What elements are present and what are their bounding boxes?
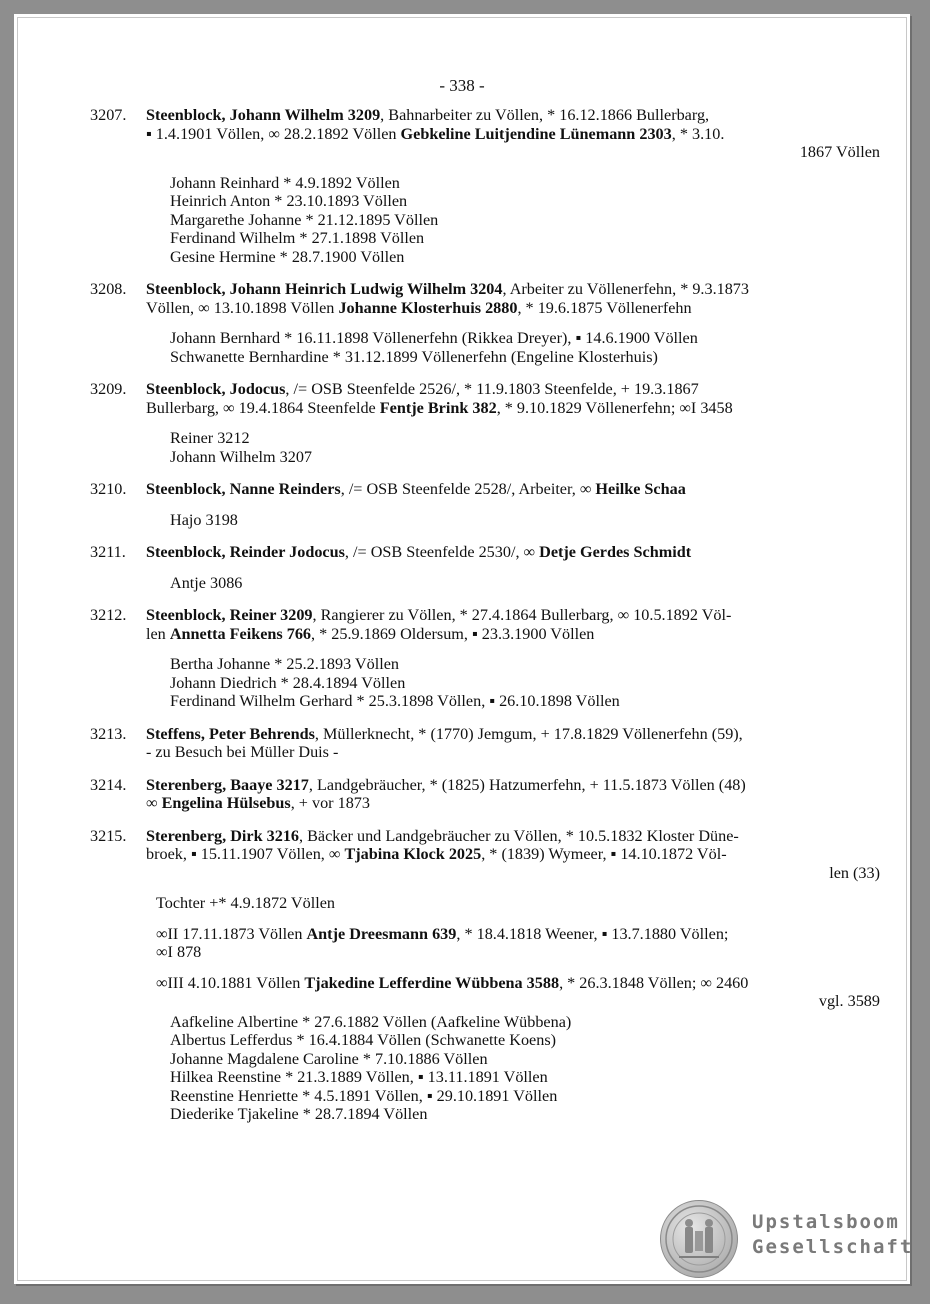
paragraph-line (156, 894, 880, 913)
entry-head (90, 380, 880, 417)
entry-body (146, 280, 880, 317)
person-name: Steenblock, Jodocus (146, 380, 286, 398)
child-entry: Gesine Hermine * 28.7.1900 Völlen (170, 247, 405, 266)
entry-text: , * 3.10. (671, 124, 725, 143)
entry-line (146, 725, 880, 744)
entry-line-continuation: 1867 Völlen (799, 143, 880, 161)
entry-number: 3211. (90, 543, 126, 561)
register-entry (90, 480, 880, 529)
entry-text: ∞I 878 (156, 943, 202, 961)
person-name: Tjabina Klock 2025 (344, 845, 482, 863)
register-entry (90, 827, 880, 1124)
entry-line (146, 399, 880, 418)
entry-text: , * 26.3.1848 Völlen; ∞ 2460 (559, 973, 749, 992)
child-entry: Reenstine Henriette * 4.5.1891 Völlen, ▪ 29.10.1891 Völlen (170, 1086, 558, 1105)
entry-line (146, 845, 880, 864)
person-name: Steenblock, Nanne Reinders (146, 480, 341, 498)
entry-body (146, 827, 880, 883)
marriage-paragraph (156, 925, 880, 962)
person-name: Antje Dreesmann 639 (306, 924, 457, 943)
entry-text: len (146, 624, 170, 643)
entry-line (146, 280, 880, 299)
entry-text: ▪ 1.4.1901 Völlen, ∞ 28.2.1892 Völlen (146, 124, 401, 143)
register-entry (90, 280, 880, 366)
entry-text: , Bäcker und Landgebräucher zu Völlen, * 10.5.1832 Kloster Düne- (299, 826, 739, 845)
entry-text: , * 19.6.1875 Völlenerfehn (517, 298, 692, 317)
upstalsboom-logo (660, 1200, 914, 1280)
child-entry: Albertus Lefferdus * 16.4.1884 Völlen (Schwanette Koens) (170, 1031, 557, 1049)
register-entry (90, 380, 880, 466)
child-entry: Ferdinand Wilhelm Gerhard * 25.3.1898 Völlen, ▪ 26.10.1898 Völlen (170, 692, 620, 710)
entry-text: ∞III 4.10.1881 Völlen (156, 973, 305, 992)
entry-text: , /= OSB Steenfelde 2526/, * 11.9.1803 Steenfelde, + 19.3.1867 (285, 380, 699, 398)
seal-icon (660, 1200, 738, 1278)
register-entry (90, 106, 880, 266)
entry-body (146, 606, 880, 643)
child-entry: Reiner 3212 (170, 429, 250, 447)
person-name: Steenblock, Johann Heinrich Ludwig Wilhelm 3204 (146, 280, 503, 298)
entry-body (146, 776, 880, 813)
entry-head (90, 106, 880, 162)
entry-line (146, 827, 880, 846)
entry-text: - zu Besuch bei Müller Duis - (146, 743, 339, 761)
register-entry (90, 606, 880, 711)
entry-text: , Rangierer zu Völlen, * 27.4.1864 Bullerbarg, ∞ 10.5.1892 Völ- (312, 606, 732, 624)
person-name: Gebkeline Luitjendine Lünemann 2303 (400, 124, 672, 143)
paragraph-line (156, 974, 880, 993)
child-entry: Bertha Johanne * 25.2.1893 Völlen (170, 655, 399, 673)
child-entry: Heinrich Anton * 23.10.1893 Völlen (170, 192, 408, 210)
children-list (170, 655, 880, 711)
child-entry: Johann Reinhard * 4.9.1892 Völlen (170, 173, 400, 192)
child-entry: Johanne Magdalene Caroline * 7.10.1886 Völlen (170, 1049, 488, 1068)
register-entry (90, 725, 880, 762)
person-name: Steffens, Peter Behrends (146, 724, 315, 743)
children-list (170, 574, 880, 593)
entry-body (146, 106, 880, 162)
register-entry (90, 776, 880, 813)
entry-head (90, 776, 880, 813)
entry-number: 3213. (90, 724, 127, 743)
child-entry: Margarethe Johanne * 21.12.1895 Völlen (170, 210, 439, 229)
page-number: - 338 - (439, 76, 485, 95)
entry-text: , /= OSB Steenfelde 2530/, ∞ (344, 543, 540, 561)
entry-line-continuation: len (33) (829, 863, 880, 882)
entry-number: 3215. (90, 826, 127, 845)
entry-text: broek, ▪ 15.11.1907 Völlen, ∞ (146, 845, 345, 863)
logo-text (752, 1210, 913, 1260)
entry-head (90, 543, 880, 562)
entry-text: , * 25.9.1869 Oldersum, ▪ 23.3.1900 Völlen (311, 624, 595, 643)
person-name: Fentje Brink 382 (379, 398, 497, 417)
entry-line (146, 299, 880, 318)
person-name: Detje Gerdes Schmidt (539, 543, 692, 561)
entry-text: , Bahnarbeiter zu Völlen, * 16.12.1866 Bullerbarg, (380, 106, 710, 124)
person-name: Annetta Feikens 766 (169, 624, 312, 643)
children-list (170, 429, 880, 466)
entry-head (90, 725, 880, 762)
entry-head (90, 480, 880, 499)
entry-number: 3207. (90, 106, 127, 124)
child-entry: Antje 3086 (170, 573, 243, 592)
person-name: Sterenberg, Baaye 3217 (146, 775, 309, 794)
entry-body (146, 543, 880, 562)
paragraph-reference: vgl. 3589 (818, 992, 880, 1010)
entry-line (146, 625, 880, 644)
person-name: Steenblock, Johann Wilhelm 3209 (146, 106, 381, 124)
child-entry: Hilkea Reenstine * 21.3.1889 Völlen, ▪ 13.11.1891 Völlen (170, 1068, 548, 1086)
entry-text: Tochter +* 4.9.1872 Völlen (156, 894, 335, 912)
register-content (90, 106, 880, 1138)
entry-head (90, 280, 880, 317)
marriage-paragraph (156, 894, 880, 913)
entry-number: 3210. (90, 480, 127, 498)
person-name: Heilke Schaa (595, 480, 686, 498)
child-entry: Johann Diedrich * 28.4.1894 Völlen (170, 673, 406, 692)
entry-text: ∞ (146, 794, 162, 812)
entry-text: , + vor 1873 (290, 794, 370, 812)
entry-text: , Landgebräucher, * (1825) Hatzumerfehn, + 11.5.1873 Völlen (48) (308, 775, 746, 794)
entry-line (146, 743, 880, 762)
children-list (170, 329, 880, 366)
entry-line (146, 606, 880, 625)
child-entry: Schwanette Bernhardine * 31.12.1899 Völlenerfehn (Engeline Klosterhuis) (170, 347, 658, 366)
logo-line2: Gesellschaft (752, 1236, 914, 1258)
entry-text: Völlen, ∞ 13.10.1898 Völlen (146, 298, 339, 317)
entry-line (146, 480, 880, 499)
entry-number: 3214. (90, 775, 127, 794)
entry-line (146, 380, 880, 399)
entry-text: ∞II 17.11.1873 Völlen (156, 924, 307, 943)
entry-line (146, 776, 880, 795)
person-name: Engelina Hülsebus (161, 794, 291, 812)
entry-body (146, 380, 880, 417)
logo-line1: Upstalsboom (752, 1211, 900, 1233)
child-entry: Johann Wilhelm 3207 (170, 447, 313, 466)
child-entry: Ferdinand Wilhelm * 27.1.1898 Völlen (170, 229, 425, 247)
person-name: Sterenberg, Dirk 3216 (146, 826, 300, 845)
entry-number: 3209. (90, 380, 127, 398)
entry-number: 3208. (90, 280, 127, 298)
entry-body (146, 480, 880, 499)
entry-head (90, 827, 880, 883)
paragraph-line (156, 943, 880, 962)
marriage-paragraph (156, 974, 880, 1011)
child-entry: Aafkeline Albertine * 27.6.1882 Völlen (Aafkeline Wübbena) (170, 1012, 572, 1031)
entry-text: , Müllerknecht, * (1770) Jemgum, + 17.8.1829 Völlenerfehn (59), (314, 724, 743, 743)
entry-text: , /= OSB Steenfelde 2528/, Arbeiter, ∞ (340, 480, 596, 498)
entry-line (146, 543, 880, 562)
children-list (170, 174, 880, 267)
entry-text: , Arbeiter zu Völlenerfehn, * 9.3.1873 (502, 280, 749, 298)
person-name: Steenblock, Reinder Jodocus (146, 543, 345, 561)
children-list (170, 511, 880, 530)
entry-number: 3212. (90, 606, 127, 624)
entry-text: , * 18.4.1818 Weener, ▪ 13.7.1880 Völlen; (456, 924, 729, 943)
entry-line (146, 794, 880, 813)
entry-text: , * 9.10.1829 Völlenerfehn; ∞I 3458 (496, 398, 733, 417)
child-entry: Hajo 3198 (170, 510, 238, 529)
paragraph-line (156, 925, 880, 944)
entry-head (90, 606, 880, 643)
person-name: Steenblock, Reiner 3209 (146, 606, 313, 624)
register-entry (90, 543, 880, 592)
entry-body (146, 725, 880, 762)
entry-line (146, 106, 880, 125)
entry-text: , * (1839) Wymeer, ▪ 14.10.1872 Völ- (481, 845, 727, 863)
children-list (170, 1013, 880, 1124)
document-page (14, 14, 914, 1284)
person-name: Johanne Klosterhuis 2880 (338, 298, 518, 317)
child-entry: Johann Bernhard * 16.11.1898 Völlenerfehn (Rikkea Dreyer), ▪ 14.6.1900 Völlen (170, 329, 698, 347)
entry-text: Bullerbarg, ∞ 19.4.1864 Steenfelde (146, 398, 380, 417)
child-entry: Diederike Tjakeline * 28.7.1894 Völlen (170, 1105, 428, 1123)
person-name: Tjakedine Lefferdine Wübbena 3588 (304, 973, 560, 992)
entry-line (146, 125, 880, 144)
